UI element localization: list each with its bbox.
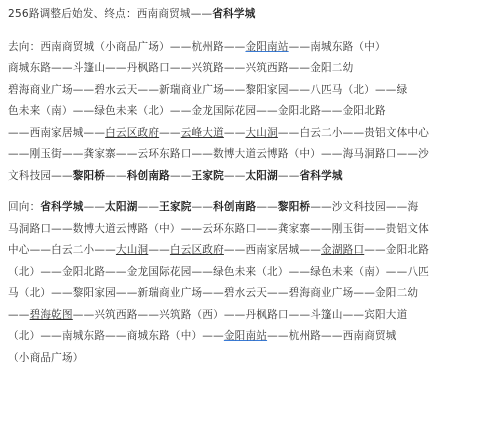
inbound-line [8, 262, 498, 284]
route-text: ——杭州路——西南商贸城 [267, 330, 397, 342]
stop-name: 省科学城 [299, 169, 343, 182]
inbound-line [8, 283, 498, 305]
outbound-line [8, 80, 498, 102]
route-text: 去向：西南商贸城（小商品广场）——杭州路—— [8, 40, 246, 53]
route-text: —— [148, 244, 170, 256]
stop-name: 黎阳桥 [72, 169, 106, 182]
route-text: ——刚玉街——龚家寨——云环东路口——数博大道云博路（中）——海马洞路口——沙 [8, 148, 429, 160]
stop-name: 太阳湖 [105, 201, 138, 213]
stop-name: 金湖路口 [321, 244, 365, 256]
route-text: ——西南家居城—— [8, 126, 106, 139]
route-text: —— [8, 308, 30, 321]
route-text: 回向： [8, 201, 41, 213]
stop-name: 王家院 [159, 201, 192, 213]
stop-name: 大山洞 [115, 244, 149, 256]
route-text: 中心——白云二小—— [8, 244, 116, 256]
stop-name: 省科学城 [40, 201, 84, 213]
route-text: —— [277, 169, 300, 182]
stop-name: 黎阳桥 [277, 201, 311, 213]
route-text: 马（北）——黎阳家园——新瑞商业广场——碧水云天——碧海商业广场——金阳二幼 [8, 287, 419, 299]
inbound-route [8, 197, 498, 369]
outbound-line [8, 101, 498, 123]
route-text: ——沙文科技园——海 [310, 201, 419, 213]
route-text: （北）——金阳北路——金龙国际花园——绿色未来（北）——绿色未来（南）——八匹 [8, 265, 429, 278]
inbound-line [8, 326, 498, 348]
stop-name: 太阳湖 [245, 169, 278, 182]
route-text: 马洞路口——数博大道云博路（中）——云环东路口——龚家寨——刚玉街——贵铝文体 [8, 222, 429, 235]
stop-name: 碧海乾图 [29, 308, 73, 321]
inbound-line [8, 219, 498, 241]
route-text: —— [159, 126, 181, 139]
stop-name: 科创南路 [213, 201, 257, 213]
stop-name: 金阳南站 [245, 40, 289, 53]
route-text: （小商品广场） [8, 351, 84, 364]
stop-name: 大山洞 [245, 126, 278, 139]
route-text: ——白云二小——贵铝文体中心 [277, 126, 430, 139]
route-text: ——西南家居城—— [223, 244, 322, 256]
route-text: —— [256, 201, 278, 213]
title-prefix: 256路调整后始发、终点：西南商贸城—— [8, 8, 213, 20]
route-title [8, 4, 498, 26]
route-text: —— [169, 169, 192, 182]
stop-name: 金阳南站 [223, 330, 268, 342]
stop-name: 王家院 [191, 169, 224, 182]
route-text: —— [223, 126, 246, 139]
route-text: 商城东路——斗篷山——丹枫路口——兴筑路——兴筑西路——金阳二幼 [8, 62, 354, 74]
stop-name: 云峰大道 [180, 126, 224, 139]
stop-name: 科创南路 [126, 169, 170, 182]
stop-name: 白云区政府 [105, 126, 160, 139]
route-text: ——南城东路（中） [288, 40, 386, 53]
route-text: —— [223, 169, 246, 182]
outbound-line [8, 166, 498, 188]
stop-name: 白云区政府 [169, 244, 224, 256]
outbound-line [8, 144, 498, 166]
route-text: 碧海商业广场——碧水云天——新瑞商业广场——黎阳家园——八匹马（北）——绿 [8, 83, 408, 96]
route-text: ——金阳北路 [364, 244, 429, 256]
outbound-line [8, 123, 498, 145]
inbound-line [8, 197, 498, 219]
route-text: —— [137, 201, 160, 213]
inbound-line [8, 240, 498, 262]
outbound-line [8, 58, 498, 80]
route-text: 色未来（南）——绿色未来（北）——金龙国际花园——金阳北路——金阳北路 [8, 105, 386, 117]
route-text: —— [191, 201, 214, 213]
inbound-line [8, 305, 498, 327]
route-text: 文科技园—— [8, 169, 73, 182]
route-text: ——兴筑西路——兴筑路（西）——丹枫路口——斗篷山——宾阳大道 [72, 308, 408, 321]
route-text: —— [105, 169, 127, 182]
inbound-line [8, 348, 498, 370]
outbound-route [8, 37, 498, 188]
route-text: （北）——南城东路——商城东路（中）—— [8, 330, 224, 342]
outbound-line [8, 37, 498, 59]
route-text: —— [83, 201, 106, 213]
title-end: 省科学城 [212, 8, 256, 20]
